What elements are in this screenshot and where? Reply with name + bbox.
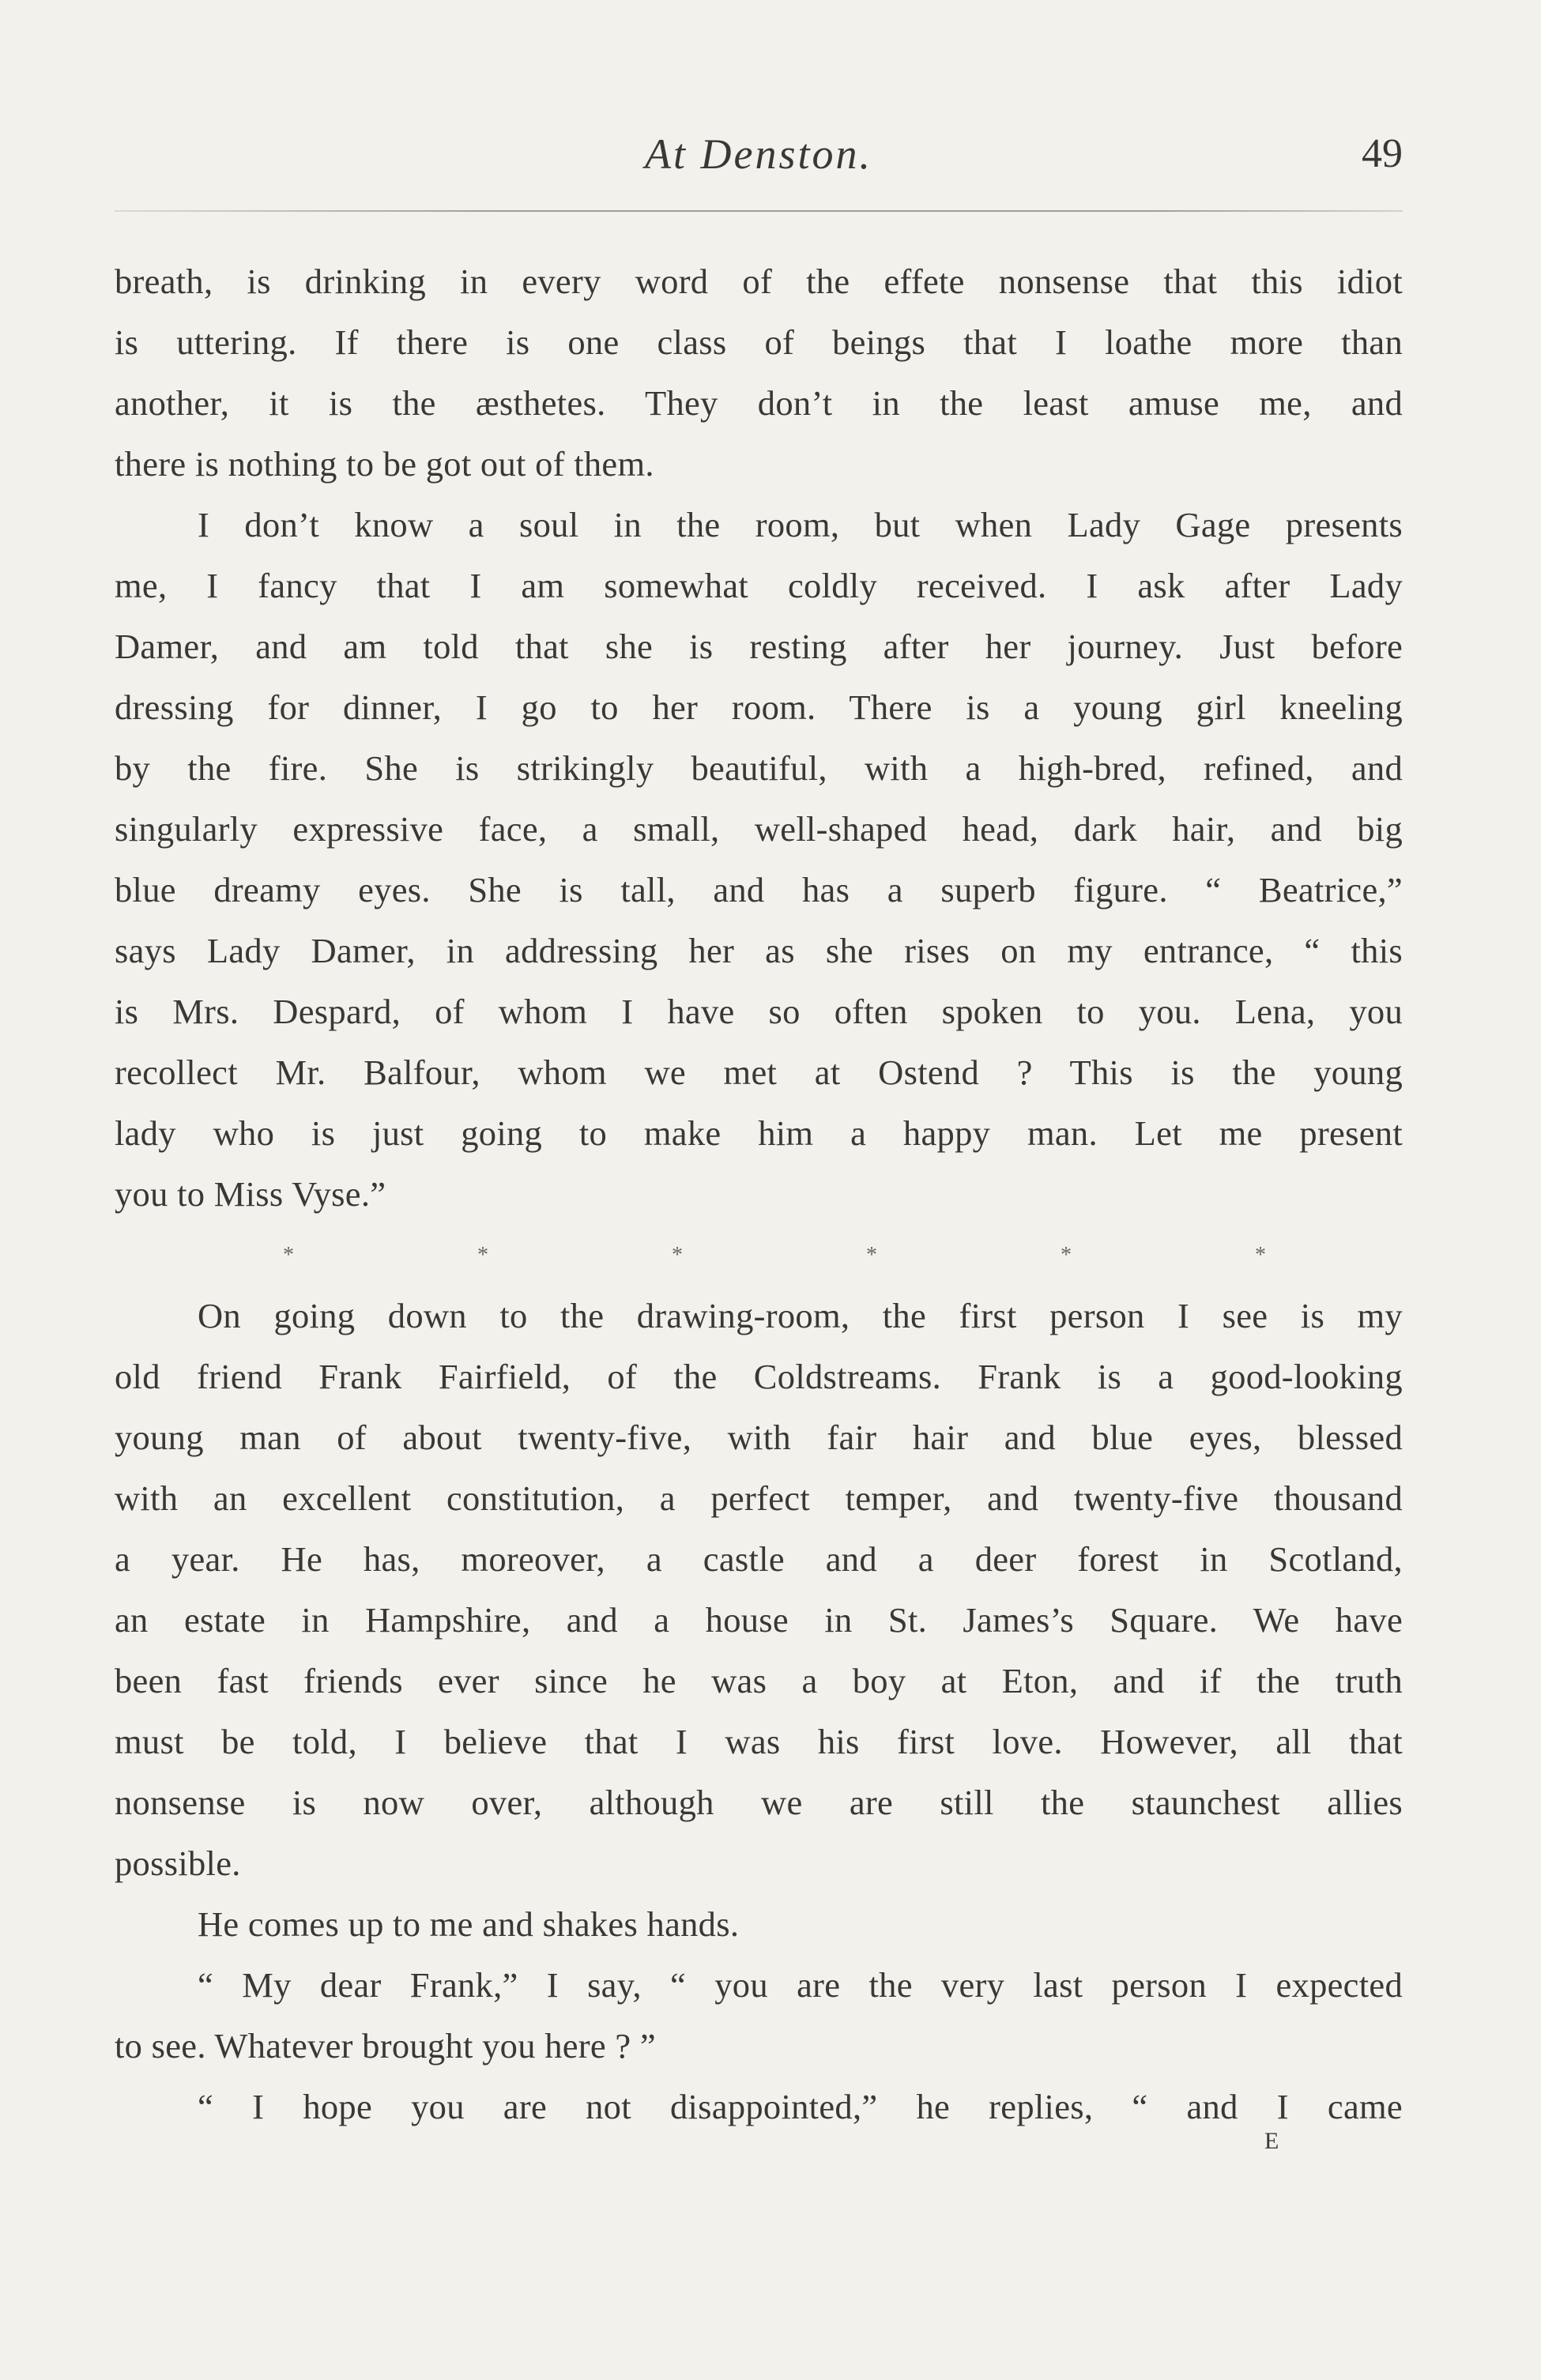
header-rule bbox=[115, 210, 1403, 212]
text-line: an estate in Hampshire, and a house in St. James’s Square. We have bbox=[115, 1600, 1403, 1640]
text-line: must be told, I believe that I was his first love. However, all that bbox=[115, 1722, 1403, 1761]
asterisk-ornament: * bbox=[283, 1243, 294, 1267]
text-line: there is nothing to be got out of them. bbox=[115, 444, 654, 484]
asterisk-ornament: * bbox=[866, 1243, 877, 1267]
text-line: old friend Frank Fairfield, of the Coldstreams. Frank is a good-looking bbox=[115, 1357, 1403, 1396]
text-line: says Lady Damer, in addressing her as she rises on my entrance, “ this bbox=[115, 931, 1403, 970]
text-line: “ My dear Frank,” I say, “ you are the very last person I expected bbox=[198, 1965, 1403, 2005]
text-line: lady who is just going to make him a happy man. Let me present bbox=[115, 1113, 1403, 1153]
text-line: breath, is drinking in every word of the effete nonsense that this idiot bbox=[115, 262, 1403, 301]
text-line: nonsense is now over, although we are still the staunchest allies bbox=[115, 1783, 1403, 1822]
text-line: He comes up to me and shakes hands. bbox=[198, 1904, 740, 1944]
text-line: I don’t know a soul in the room, but when Lady Gage presents bbox=[198, 505, 1403, 544]
asterisk-ornament: * bbox=[1255, 1243, 1266, 1267]
text-line: On going down to the drawing-room, the first person I see is my bbox=[198, 1296, 1403, 1335]
page-number: 49 bbox=[1362, 131, 1403, 176]
text-line: me, I fancy that I am somewhat coldly received. I ask after Lady bbox=[115, 566, 1403, 605]
asterisk-ornament: * bbox=[477, 1243, 488, 1267]
body-text bbox=[115, 251, 1403, 2137]
text-line: is uttering. If there is one class of beings that I loathe more than bbox=[115, 322, 1403, 362]
text-line: a year. He has, moreover, a castle and a deer forest in Scotland, bbox=[115, 1539, 1403, 1579]
text-line: with an excellent constitution, a perfect temper, and twenty-five thousand bbox=[115, 1478, 1403, 1518]
text-line: by the fire. She is strikingly beautiful, with a high-bred, refined, and bbox=[115, 748, 1403, 788]
text-line: recollect Mr. Balfour, whom we met at Ostend ? This is the young bbox=[115, 1053, 1403, 1092]
signature-mark: E bbox=[1264, 2128, 1281, 2154]
section-break bbox=[115, 1225, 1403, 1286]
text-line: dressing for dinner, I go to her room. There is a young girl kneeling bbox=[115, 687, 1403, 727]
text-line: been fast friends ever since he was a boy at Eton, and if the truth bbox=[115, 1661, 1403, 1700]
text-line: singularly expressive face, a small, well-shaped head, dark hair, and big bbox=[115, 809, 1403, 849]
running-title: At Denston. bbox=[645, 130, 872, 178]
text-line: possible. bbox=[115, 1843, 241, 1883]
text-line: you to Miss Vyse.” bbox=[115, 1174, 386, 1214]
text-line: is Mrs. Despard, of whom I have so often spoken to you. Lena, you bbox=[115, 992, 1403, 1031]
text-line: to see. Whatever brought you here ? ” bbox=[115, 2026, 656, 2066]
text-line: another, it is the æsthetes. They don’t in the least amuse me, and bbox=[115, 383, 1403, 423]
text-line: “ I hope you are not disappointed,” he replies, “ and I came bbox=[198, 2087, 1403, 2126]
asterisk-ornament: * bbox=[672, 1243, 683, 1267]
text-line: blue dreamy eyes. She is tall, and has a superb figure. “ Beatrice,” bbox=[115, 870, 1403, 909]
text-line: young man of about twenty-five, with fair hair and blue eyes, blessed bbox=[115, 1418, 1403, 1457]
text-line: Damer, and am told that she is resting after her journey. Just before bbox=[115, 627, 1403, 666]
asterisk-ornament: * bbox=[1061, 1243, 1072, 1267]
running-head bbox=[115, 126, 1403, 182]
